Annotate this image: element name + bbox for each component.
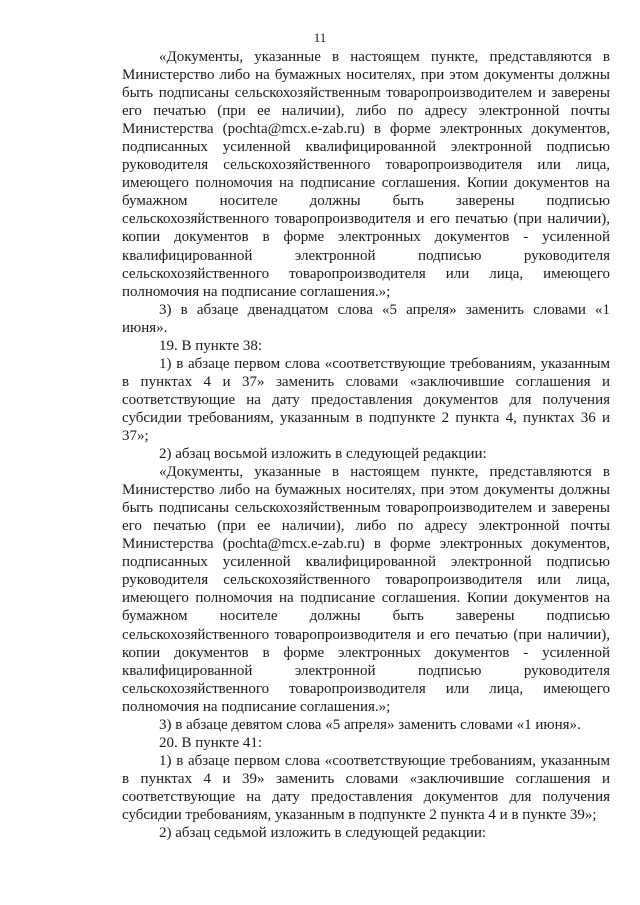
paragraph-point-19-item-2: 2) абзац восьмой изложить в следующей редакции: [159, 446, 487, 463]
paragraph-item-3-twelfth: 3) в абзаце двенадцатом слова «5 апреля» заменить словами «1 июня». [122, 301, 610, 336]
paragraph-point-20-heading: 20. В пункте 41: [159, 734, 263, 751]
paragraph-point-20-item-2: 2) абзац седьмой изложить в следующей редакции: [159, 825, 487, 842]
paragraph-point-20-item-1: 1) в абзаце первом слова «соответствующие требованиям, указанным в пунктах 4 и 39» заменить словами «заключившие соглашения и соответствующие на дату предоставления документов для получения субсидии требованиям, указанным в подпункте 2 пункта 4 и в пункте 39»; [122, 752, 610, 823]
paragraph-point-19-item-3: 3) в абзаце девятом слова «5 апреля» заменить словами «1 июня». [159, 716, 581, 733]
paragraph-quoted-documents-clause-38: «Документы, указанные в настоящем пункте, представляются в Министерство либо на бумажных носителях, при этом документы должны быть подписаны сельскохозяйственным товаропроизводителем и заверены его печатью (при ее наличии), либо по адресу электронной почты Министерства (pochta@mcx.e-zab.ru) в форме электронных документов, подписанных усиленной квалифицированной электронной подписью руководителя сельскохозяйственного товаропроизводителя или лица, имеющего полномочия на подписание соглашения. Копии документов на бумажном носителе должны быть заверены подписью сельскохозяйственного товаропроизводителя и его печатью (при наличии), копии документов в форме электронных документов - усиленной квалифицированной электронной подписью руководителя сельскохозяйственного товаропроизводителя или лица, имеющего полномочия на подписание соглашения.»; [122, 49, 610, 300]
paragraph-quoted-documents-clause-8: «Документы, указанные в настоящем пункте, представляются в Министерство либо на бумажных носителях, при этом документы должны быть подписаны сельскохозяйственным товаропроизводителем и заверены его печатью (при ее наличии), либо по адресу электронной почты Министерства (pochta@mcx.e-zab.ru) в форме электронных документов, подписанных усиленной квалифицированной электронной подписью руководителя сельскохозяйственного товаропроизводителя или лица, имеющего полномочия на подписание соглашения. Копии документов на бумажном носителе должны быть заверены подписью сельскохозяйственного товаропроизводителя и его печатью (при наличии), копии документов в форме электронных документов - усиленной квалифицированной электронной подписью руководителя сельскохозяйственного товаропроизводителя или лица, имеющего полномочия на подписание соглашения.»; [122, 464, 610, 715]
paragraph-point-19-item-1: 1) в абзаце первом слова «соответствующие требованиям, указанным в пунктах 4 и 37» заменить словами «заключившие соглашения и соответствующие на дату предоставления документов для получения субсидии требованиям, указанным в подпункте 2 пункта 4, пунктах 36 и 37»; [122, 355, 610, 444]
paragraph-point-19-heading: 19. В пункте 38: [159, 337, 263, 354]
page-number: 11 [313, 30, 327, 45]
document-body [122, 48, 610, 842]
